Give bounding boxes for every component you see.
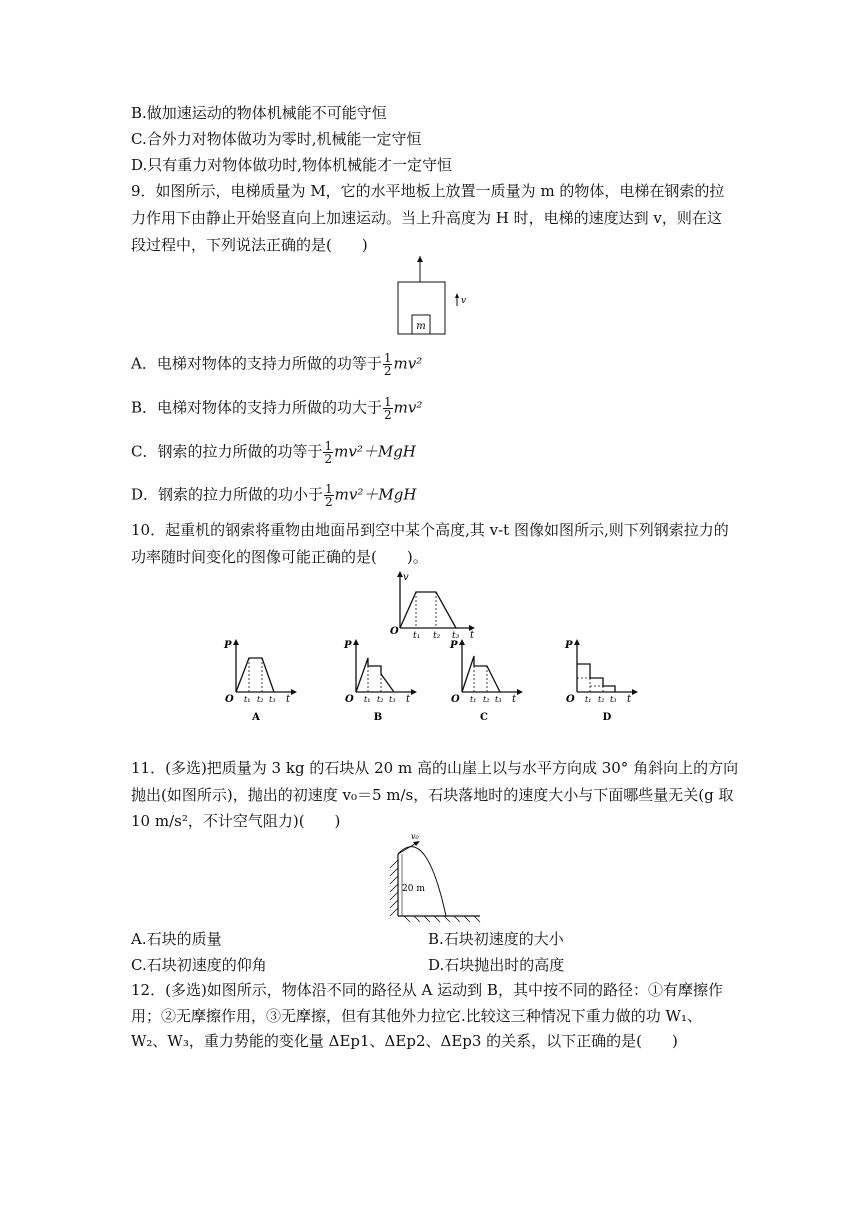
q11-stem-line3: 10 m/s²，不计空气阻力)( ) (131, 812, 341, 830)
svg-text:t: t (406, 694, 411, 705)
q11-option-b: B.石块初速度的大小 (428, 930, 564, 948)
q9-stem-line2: 力作用下由静止开始竖直向上加速运动。当上升高度为 H 时，电梯的速度达到 v，则在这 (131, 209, 722, 227)
svg-text:t₃: t₃ (610, 695, 617, 704)
svg-text:t₁: t₁ (470, 695, 477, 704)
svg-text:t₁: t₁ (364, 695, 371, 704)
svg-text:t₂: t₂ (598, 695, 605, 704)
graph-label-a: A (252, 712, 260, 723)
svg-text:t₁: t₁ (244, 695, 251, 704)
elevator-figure (390, 256, 480, 338)
q11-option-d: D.石块抛出时的高度 (428, 956, 565, 974)
q11-option-c: C.石块初速度的仰角 (131, 956, 267, 974)
svg-text:t₃: t₃ (389, 695, 396, 704)
q10-stem-line2: 功率随时间变化的图像可能正确的是( )。 (131, 548, 428, 566)
q9-stem-line3: 段过程中，下列说法正确的是( ) (131, 236, 368, 254)
svg-text:t₁: t₁ (413, 631, 421, 640)
svg-text:O: O (451, 694, 460, 705)
q9-option-c: C．钢索的拉力所做的功等于 $\frac{1}{2}$ mv²＋MgH (131, 439, 416, 466)
svg-text:O: O (566, 694, 575, 705)
elevator-mass-label: m (416, 321, 426, 332)
svg-text:P: P (565, 640, 573, 651)
pt-graph-c (448, 636, 528, 726)
q9-option-a: A．电梯对物体的支持力所做的功等于 $\frac{1}{2}$ mv² (131, 351, 423, 378)
svg-text:t₂: t₂ (433, 631, 441, 640)
q12-stem-line3: W₂、W₃，重力势能的变化量 ΔEp1、ΔEp2、ΔEp3 的关系，以下正确的是( ) (131, 1032, 678, 1050)
graph-label-b: B (373, 712, 383, 723)
pt-graph-b (342, 636, 422, 726)
q10-stem-line1: 10．起重机的钢索将重物由地面吊到空中某个高度,其 v-t 图像如图所示,则下列钢索拉力的 (131, 521, 729, 539)
q12-stem-line1: 12．(多选)如图所示，物体沿不同的路径从 A 运动到 B，其中按不同的路径：①有摩擦作 (131, 981, 723, 999)
v0-label: v₀ (411, 832, 419, 841)
pt-graph-d (563, 636, 643, 726)
svg-text:P: P (344, 640, 352, 651)
svg-text:O: O (225, 694, 234, 705)
q9-option-d: D．钢索的拉力所做的功小于 $\frac{1}{2}$ mv²＋MgH (131, 482, 417, 509)
svg-text:O: O (345, 694, 354, 705)
svg-text:t₁: t₁ (585, 695, 592, 704)
q9-stem-line1: 9．如图所示，电梯质量为 M，它的水平地板上放置一质量为 m 的物体，电梯在钢索的拉 (131, 182, 725, 200)
height-label: 20 m (402, 884, 425, 894)
pt-graph-a (222, 636, 302, 726)
svg-text:t₃: t₃ (495, 695, 502, 704)
graph-label-d: D (602, 712, 612, 723)
svg-text:P: P (450, 640, 458, 651)
svg-text:t: t (286, 694, 291, 705)
svg-text:t: t (627, 694, 632, 705)
q11-stem-line2: 抛出(如图所示)，抛出的初速度 v₀＝5 m/s，石块落地时的速度大小与下面哪些量无关(g 取 (131, 786, 734, 804)
q11-option-a: A.石块的质量 (131, 930, 222, 948)
svg-text:t₂: t₂ (483, 695, 490, 704)
svg-text:O: O (390, 626, 399, 637)
graph-label-c: C (480, 712, 488, 723)
svg-text:t₂: t₂ (377, 695, 384, 704)
q8-option-c: C.合外力对物体做功为零时,机械能一定守恒 (131, 130, 422, 148)
q8-option-d: D.只有重力对物体做功时,物体机械能才一定守恒 (131, 156, 453, 174)
svg-text:t: t (512, 694, 517, 705)
svg-text:t₂: t₂ (257, 695, 264, 704)
svg-text:P: P (224, 640, 232, 651)
svg-text:v: v (403, 572, 409, 583)
q12-stem-line2: 用；②无摩擦作用，③无摩擦，但有其他外力拉它.比较这三种情况下重力做的功 W₁、 (131, 1007, 702, 1025)
q8-option-b: B.做加速运动的物体机械能不可能守恒 (131, 104, 387, 122)
svg-text:t₃: t₃ (452, 631, 460, 640)
q9-option-b: B．电梯对物体的支持力所做的功大于 $\frac{1}{2}$ mv² (131, 395, 423, 422)
q11-stem-line1: 11．(多选)把质量为 3 kg 的石块从 20 m 高的山崖上以与水平方向成 30° 角斜向上的方向 (131, 759, 739, 777)
svg-text:t₃: t₃ (269, 695, 276, 704)
svg-text:t: t (470, 630, 475, 640)
vt-graph (380, 568, 480, 640)
elevator-velocity-label: v (461, 296, 467, 306)
projectile-figure (376, 830, 486, 924)
